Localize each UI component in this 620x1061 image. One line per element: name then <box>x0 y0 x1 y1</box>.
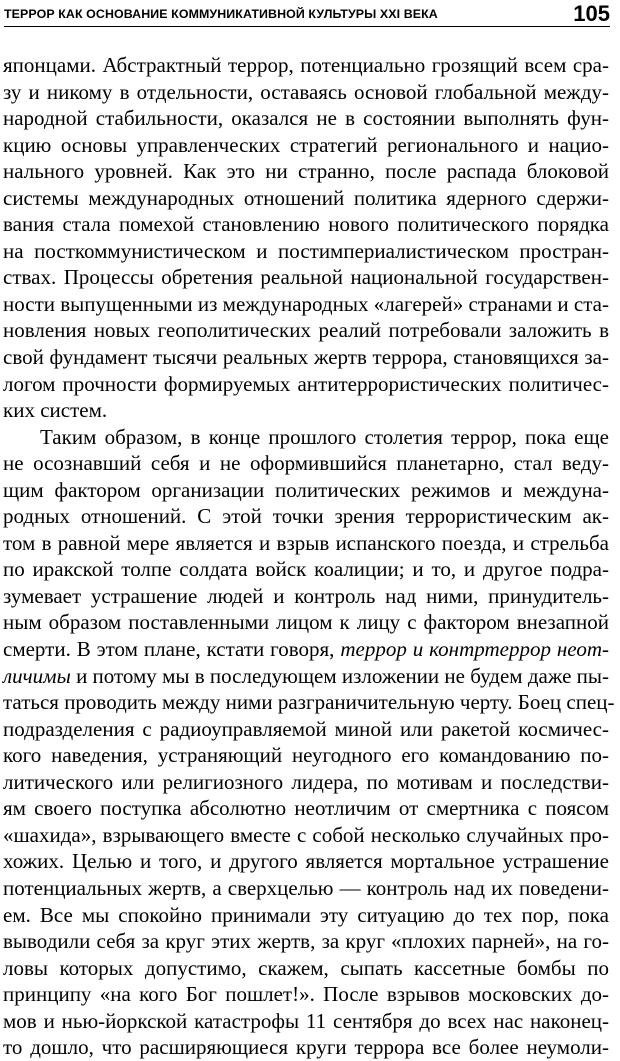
text-line: ям своего поступка абсолютно неотличим от смертника с поясом <box>3 796 609 821</box>
text-line: зу и никому в отдельности, оставаясь основой глобальной между- <box>3 79 609 104</box>
text-line: народной стабильности, оказался не в состоянии выполнять фун- <box>3 106 609 131</box>
text-line: новления новых геополитических реалий потребовали заложить в <box>3 318 609 343</box>
text-line: то дошло, что расширяющиеся круги террора все более неумоли- <box>3 1035 609 1060</box>
italic-emphasis: личимы <box>3 663 71 688</box>
text-line-paragraph-start: Таким образом, в конце прошлого столетия террор, пока еще <box>40 424 609 449</box>
text-line: кого наведения, устраняющий неугодного его командованию по- <box>3 743 609 768</box>
text-line: ности выпущенными из международных «лагерей» странами и ста- <box>3 291 609 316</box>
text-line: принципу «на кого Бог пошлет!». После взрывов московских до- <box>3 982 609 1007</box>
text-line: литического или религиозного лидера, по мотивам и последстви- <box>3 769 609 794</box>
text-line: родных отношений. С этой точки зрения террористическим ак- <box>3 504 609 529</box>
text-line: ным образом поставленными лицом к лицу с фактором внезапной <box>3 610 609 635</box>
text-line-with-emphasis <box>3 636 609 663</box>
text-line-paragraph-end: ких систем. <box>3 398 108 423</box>
text-line: ем. Все мы спокойно принимали эту ситуацию до тех пор, пока <box>3 902 609 927</box>
text-line: японцами. Абстрактный террор, потенциально грозящий всем сра- <box>3 53 609 77</box>
text-line: хожих. Целью и того, и другого является мортальное устрашение <box>3 849 609 874</box>
text-line: на посткоммунистическом и постимпериалистическом простран- <box>3 238 609 263</box>
page-number: 105 <box>573 1 610 26</box>
text-line: зумевает устрашение людей и контроль над ними, принудитель- <box>3 583 609 608</box>
text-line: по иракской толпе солдата войск коалиции; и то, и другое подра- <box>3 557 609 582</box>
text-line: щим фактором организации политических режимов и междуна- <box>3 477 609 502</box>
text-line: системы международных отношений политика ядерного сдержи- <box>3 185 609 210</box>
text-line: подразделения с радиоуправляемой миной или ракетой космичес- <box>3 716 609 741</box>
text-line: логом прочности формируемых антитеррористических политичес- <box>3 371 609 396</box>
running-header <box>4 2 610 27</box>
text-segment: смерти. В этом плане, кстати говоря, <box>3 637 341 662</box>
text-line: выводили себя за круг этих жертв, за круг «плохих парней», на го- <box>3 929 609 954</box>
text-line: кцию основы управленческих стратегий регионального и нацио- <box>3 132 609 157</box>
text-segment: и потому мы в последующем изложении не будем даже пы- <box>70 663 609 688</box>
body-text <box>3 52 615 1061</box>
text-line: нального уровней. Как это ни странно, после распада блоковой <box>3 159 609 184</box>
text-line-with-emphasis <box>3 663 609 690</box>
text-line: том в равной мере является и взрыв испанского поезда, и стрельба <box>3 530 609 555</box>
text-line: не осознавший себя и не оформившийся планетарно, стал веду- <box>3 451 609 476</box>
italic-emphasis: террор и контртеррор неот- <box>340 637 609 662</box>
text-line: ловы которых допустимо, скажем, сыпать кассетные бомбы по <box>3 955 609 980</box>
text-line: потенциальных жертв, а сверхцелью — контроль над их поведени- <box>3 875 609 900</box>
text-line: свой фундамент тысячи реальных жертв террора, становящихся за- <box>3 345 609 370</box>
text-line: «шахида», взрывающего вместе с собой несколько случайных про- <box>3 822 609 847</box>
text-line: ствах. Процессы обретения реальной национальной государствен- <box>3 265 609 290</box>
text-line: таться проводить между ними разграничительную черту. Боец спец- <box>3 690 615 715</box>
text-line: вания стала помехой становлению нового политического порядка <box>3 212 609 237</box>
text-line: мов и нью-йоркской катастрофы 11 сентября до всех нас наконец- <box>3 1008 609 1033</box>
running-title: ТЕРРОР КАК ОСНОВАНИЕ КОММУНИКАТИВНОЙ КУЛЬТУРЫ XXI ВЕКА <box>4 7 438 21</box>
